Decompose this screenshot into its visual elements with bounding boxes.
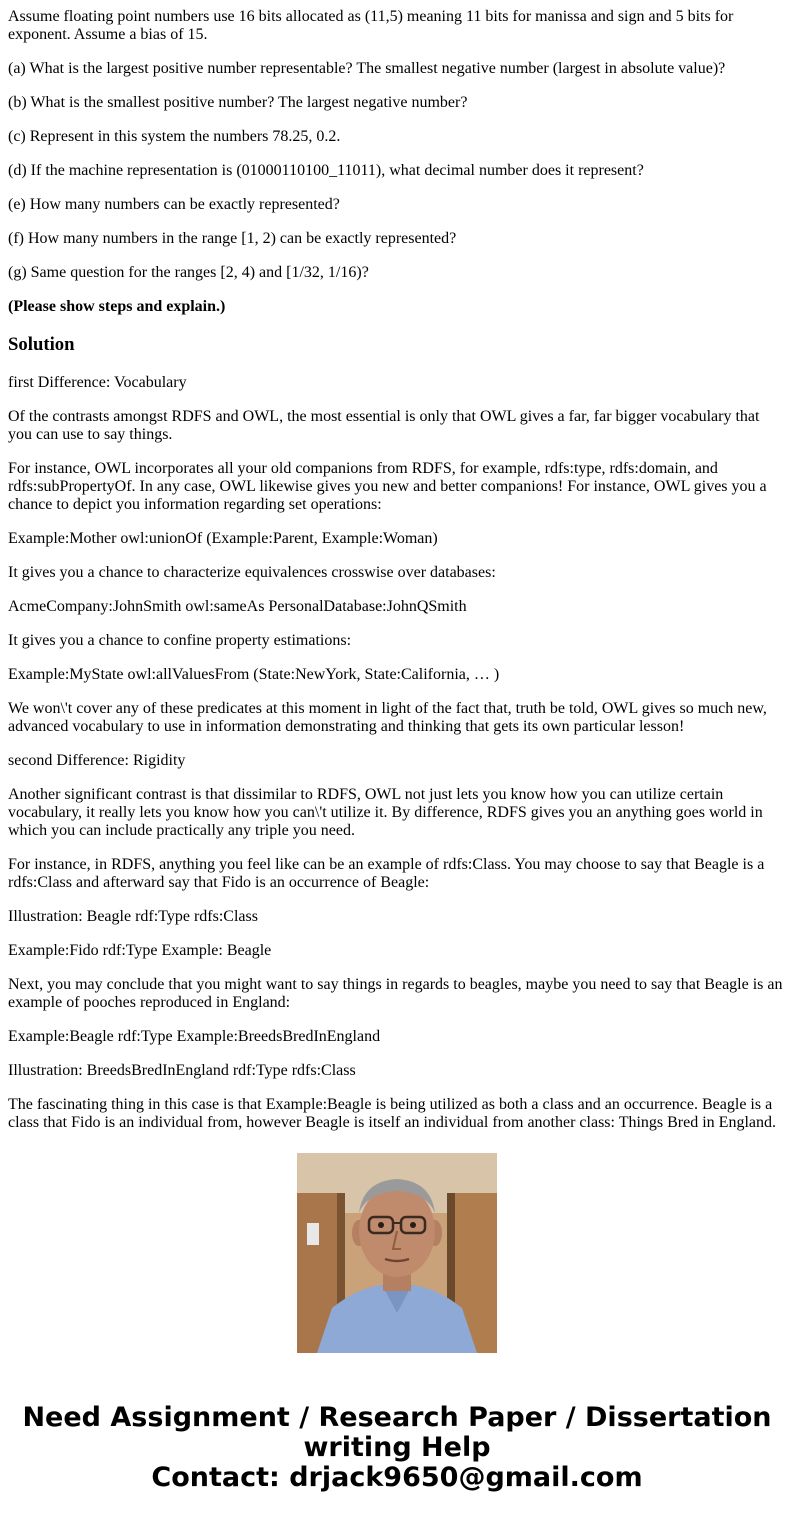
solution-paragraph: Illustration: BreedsBredInEngland rdf:Type rdfs:Class xyxy=(8,1062,356,1079)
solution-paragraph: Example:MyState owl:allValuesFrom (State:NewYork, State:California, … ) xyxy=(8,666,500,683)
solution-paragraph: It gives you a chance to confine property estimations: xyxy=(8,632,352,649)
solution-paragraph: For instance, OWL incorporates all your old companions from RDFS, for example, rdfs:type, rdfs:domain, and rdfs:subPropertyOf. In any case, OWL likewise gives you new and better companions! For instance, OWL gives you a chance to depict you information regarding set operations: xyxy=(8,460,767,513)
author-avatar xyxy=(297,1153,497,1353)
question-part-g: (g) Same question for the ranges [2, 4) and [1/32, 1/16)? xyxy=(8,264,369,281)
solution-paragraph: Example:Mother owl:unionOf (Example:Parent, Example:Woman) xyxy=(8,530,438,547)
solution-paragraph: It gives you a chance to characterize equivalences crosswise over databases: xyxy=(8,564,496,581)
solution-paragraph: The fascinating thing in this case is that Example:Beagle is being utilized as both a class and an occurrence. Beagle is a class that Fido is an individual from, however Beagle is itself an individual from another class: Things Bred in England. xyxy=(8,1096,776,1131)
footer-headline: Need Assignment / Research Paper / Dissertation xyxy=(22,1402,772,1433)
solution-paragraph: Another significant contrast is that dissimilar to RDFS, OWL not just lets you know how you can utilize certain vocabulary, it really lets you know how you can\'t utilize it. By difference, RDFS gives you an anything goes world in which you can include practically any triple you need. xyxy=(8,786,763,839)
solution-paragraph: Example:Beagle rdf:Type Example:BreedsBredInEngland xyxy=(8,1028,381,1045)
solution-paragraph: AcmeCompany:JohnSmith owl:sameAs PersonalDatabase:JohnQSmith xyxy=(8,598,467,615)
question-note: (Please show steps and explain.) xyxy=(8,298,226,315)
solution-paragraph: second Difference: Rigidity xyxy=(8,752,186,769)
question-part-d: (d) If the machine representation is (01000110100_11011), what decimal number does it represent? xyxy=(8,162,644,179)
solution-paragraph: For instance, in RDFS, anything you feel like can be an example of rdfs:Class. You may choose to say that Beagle is a rdfs:Class and afterward say that Fido is an occurrence of Beagle: xyxy=(8,856,765,891)
solution-paragraph: Of the contrasts amongst RDFS and OWL, the most essential is only that OWL gives a far, far bigger vocabulary that you can use to say things. xyxy=(8,408,760,443)
question-intro: Assume floating point numbers use 16 bits allocated as (11,5) meaning 11 bits for manissa and sign and 5 bits for exponent. Assume a bias of 15. xyxy=(8,8,734,43)
question-part-c: (c) Represent in this system the numbers 78.25, 0.2. xyxy=(8,128,341,145)
contact-footer xyxy=(0,1403,794,1493)
solution-paragraph: Illustration: Beagle rdf:Type rdfs:Class xyxy=(8,908,258,925)
footer-contact-email[interactable]: Contact: drjack9650@gmail.com xyxy=(151,1462,643,1493)
question-part-e: (e) How many numbers can be exactly represented? xyxy=(8,196,340,213)
solution-heading: Solution xyxy=(8,334,75,355)
document-body xyxy=(8,0,786,1131)
question-part-a: (a) What is the largest positive number representable? The smallest negative number (largest in absolute value)? xyxy=(8,60,726,77)
solution-paragraph: We won\'t cover any of these predicates at this moment in light of the fact that, truth be told, OWL gives so much new, advanced vocabulary to use in information demonstrating and thinking that gets its own particular lesson! xyxy=(8,700,767,735)
footer-subheadline: writing Help xyxy=(303,1432,491,1463)
author-portrait-image xyxy=(297,1153,497,1353)
solution-paragraph: first Difference: Vocabulary xyxy=(8,374,187,391)
question-part-f: (f) How many numbers in the range [1, 2) can be exactly represented? xyxy=(8,230,457,247)
solution-paragraph: Example:Fido rdf:Type Example: Beagle xyxy=(8,942,272,959)
question-part-b: (b) What is the smallest positive number? The largest negative number? xyxy=(8,94,468,111)
solution-paragraph: Next, you may conclude that you might want to say things in regards to beagles, maybe you need to say that Beagle is an example of pooches reproduced in England: xyxy=(8,976,783,1011)
